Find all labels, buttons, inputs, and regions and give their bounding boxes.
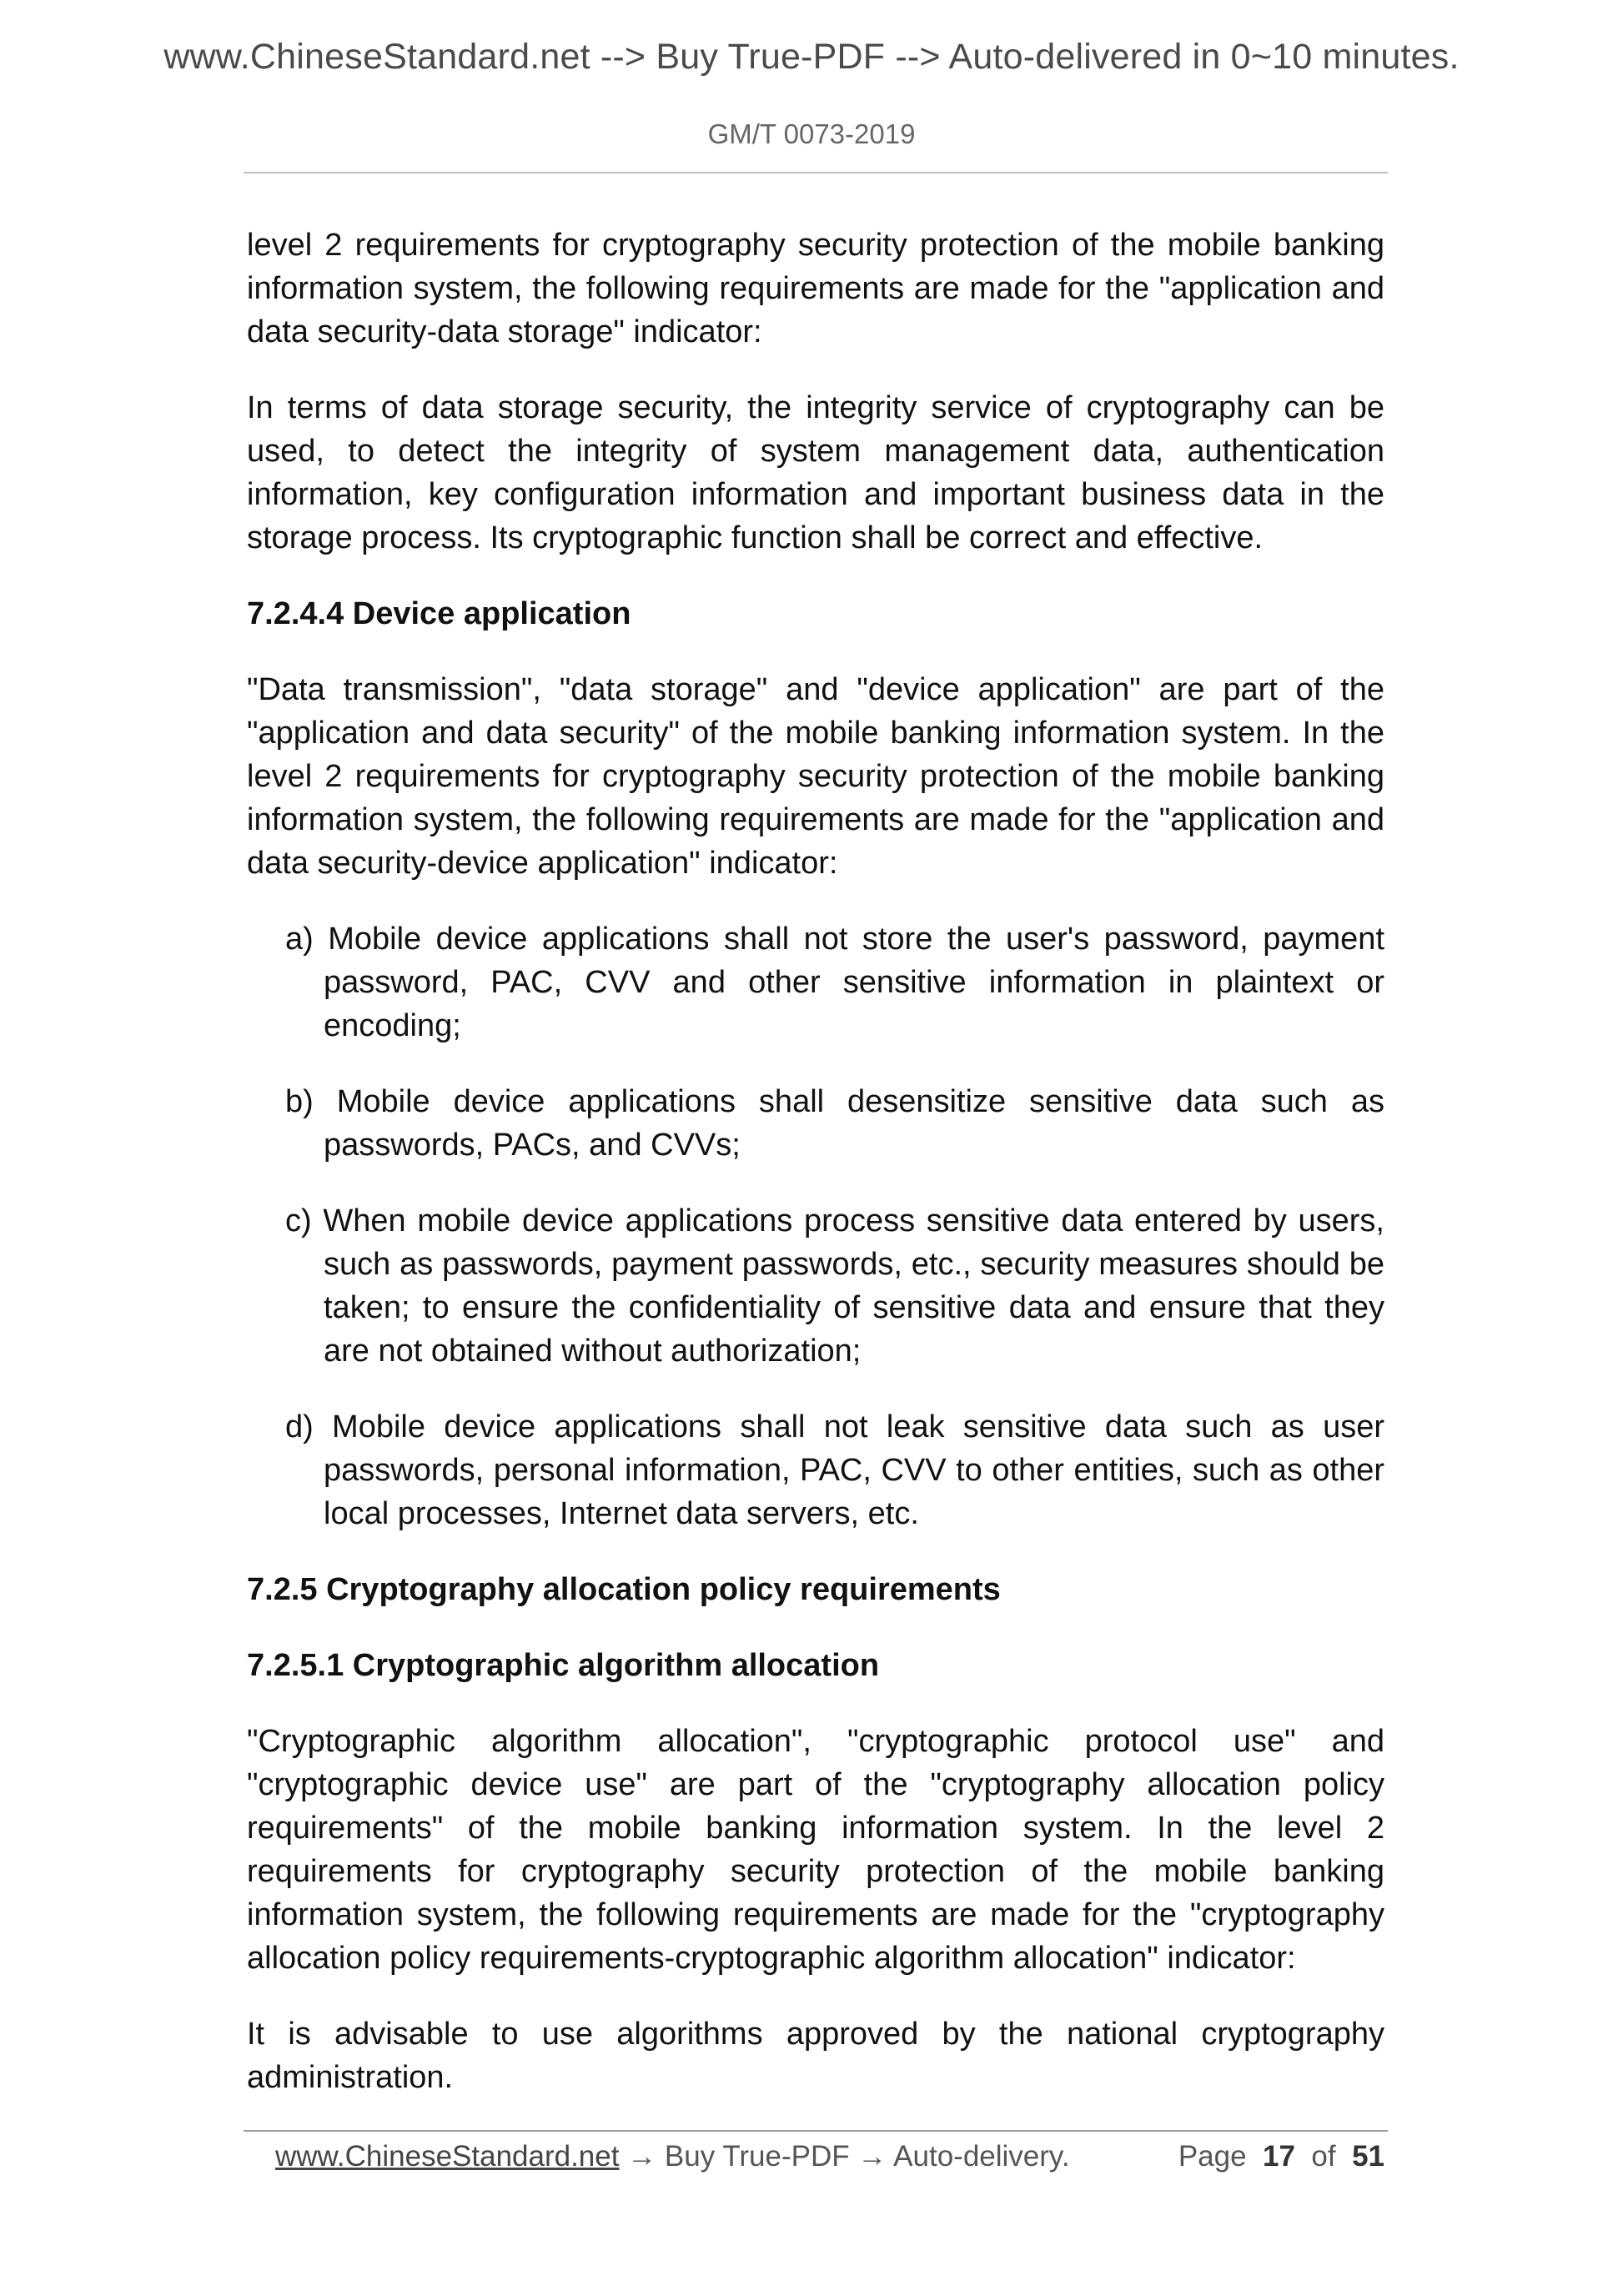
footer-link[interactable]: www.ChineseStandard.net — [275, 2140, 620, 2173]
header-divider — [244, 172, 1388, 173]
paragraph-5: It is advisable to use algorithms approved by the national cryptography administration. — [247, 2017, 1384, 2095]
footer-text: → Buy True-PDF → Auto-delivery. — [619, 2140, 1070, 2173]
of-label: of — [1311, 2140, 1336, 2173]
paragraph-4: "Cryptographic algorithm allocation", "cryptographic protocol use" and "cryptographic device use" are part of the "cryptography allocation policy requirements" of the mobile banking information system. In the level 2 requirements for cryptography security protection of the mobile banking information system, the following requirements are made for the "cryptography allocation policy requirements-cryptographic algorithm allocation" indicator: — [247, 1724, 1384, 1976]
footer-left — [275, 2140, 1070, 2173]
page-total: 51 — [1352, 2140, 1384, 2173]
document-id: GM/T 0073-2019 — [707, 118, 916, 149]
page-label: Page — [1178, 2140, 1247, 2173]
top-banner: www.ChineseStandard.net --> Buy True-PDF --> Auto-delivered in 0~10 minutes. — [163, 37, 1460, 77]
page-number: 17 — [1263, 2140, 1295, 2173]
paragraph-1: level 2 requirements for cryptography security protection of the mobile banking information system, the following requirements are made for the "application and data security-data storage" indicator: — [247, 228, 1384, 349]
page-indicator — [1178, 2140, 1384, 2173]
heading-7-2-4-4: 7.2.4.4 Device application — [247, 596, 631, 631]
list-item-c: c) When mobile device applications process sensitive data entered by users, such as passwords, payment passwords, etc., security measures should be taken; to ensure the confidentiality of sensitive data and ensure that they are not obtained without authorization; — [285, 1203, 1384, 1369]
paragraph-2: In terms of data storage security, the integrity service of cryptography can be used, to detect the integrity of system management data, authentication information, key configuration information and important business data in the storage process. Its cryptographic function shall be correct and effective. — [247, 390, 1384, 555]
footer-divider — [244, 2130, 1388, 2132]
paragraph-3: "Data transmission", "data storage" and "device application" are part of the "application and data security" of the mobile banking information system. In the level 2 requirements for cryptography security protection of the mobile banking information system, the following requirements are made for the "application and data security-device application" indicator: — [247, 672, 1384, 881]
heading-7-2-5-1: 7.2.5.1 Cryptographic algorithm allocation — [247, 1648, 880, 1683]
page-footer — [275, 2140, 1384, 2173]
heading-7-2-5: 7.2.5 Cryptography allocation policy requirements — [247, 1572, 1001, 1607]
list-item-b: b) Mobile device applications shall desensitize sensitive data such as passwords, PACs, and CVVs; — [285, 1084, 1384, 1163]
document-body — [247, 224, 1384, 2132]
list-item-d: d) Mobile device applications shall not leak sensitive data such as user passwords, personal information, PAC, CVV to other entities, such as other local processes, Internet data servers, etc. — [285, 1409, 1384, 1531]
list-item-a: a) Mobile device applications shall not store the user's password, payment password, PAC, CVV and other sensitive information in plaintext or encoding; — [285, 922, 1384, 1043]
